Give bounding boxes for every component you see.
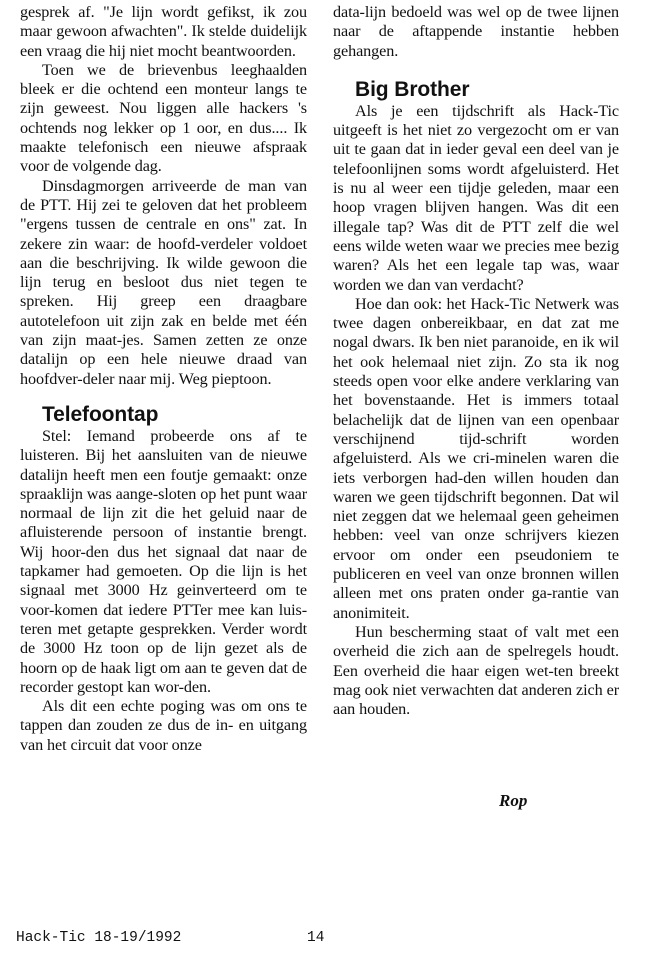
body-paragraph: gesprek af. "Je lijn wordt gefikst, ik zou maar gewoon afwachten". Ik stelde duidelijk een vraag die hij niet mocht beantwoorden. (20, 3, 307, 60)
body-paragraph: Stel: Iemand probeerde ons af te luisteren. Bij het aansluiten van de nieuwe datalijn heeft men een foutje gemaakt: onze spraaklijn was aange-sloten op het punt waar normaal de lijn zit die het geluid naar de afluisterende persoon of instantie brengt. Wij hoor-den dus het signaal dat naar de tapkamer had gemoeten. Op die lijn is het signaal met 3000 Hz geinverteerd om te voor-komen dat iedere PTTer mee kan luis-teren met getapte gesprekken. Verder wordt de 3000 Hz toon op de lijn gezet als de hoorn op de haak ligt om aan te geven dat de recorder gestopt kan wor-den. (20, 426, 307, 696)
body-paragraph: Hoe dan ook: het Hack-Tic Netwerk was twee dagen onbereikbaar, en dat zat me nogal dwars. Ik ben niet paranoide, en ik wil het ook helemaal niet zijn. Zo sta ik nog steeds open voor elke andere verklaring van het bovenstaande. Het is immers totaal belachelijk dat de lijnen van een openbaar verschijnend tijd-schrift worden afgeluisterd. Als we cri-minelen waren die iets verborgen had-den willen houden dan waren we geen tijdschrift begonnen. Dat wil niet zeggen dat we helemaal geen geheimen hebben: veel van onze schrijvers kiezen ervoor om onder een pseudoniem te publiceren en veel van onze bronnen willen alleen met ons praten onder ga-rantie van anonimiteit. (333, 294, 619, 622)
body-paragraph: Toen we de brievenbus leeghaalden bleek er die ochtend een monteur langs te zijn geweest. Nou liggen alle hackers 's ochtends nog lekker op 1 oor, en dus.... Ik maakte telefonisch een nieuwe afspraak voor de volgende dag. (20, 60, 307, 176)
body-paragraph: Hun bescherming staat of valt met een overheid die zich aan de spelregels houdt. Een overheid die haar eigen wet-ten breekt mag ook niet verwachten dat anderen zich er aan houden. (333, 622, 619, 719)
section-heading-telefoontap: Telefoontap (42, 402, 159, 426)
left-column (20, 3, 307, 755)
body-paragraph: Als dit een echte poging was om ons te tappen dan zouden ze dus de in- en uitgang van het circuit dat voor onze (20, 697, 307, 754)
author-signature: Rop (499, 791, 528, 810)
page-number: 14 (307, 930, 325, 946)
section-heading-big-brother: Big Brother (355, 77, 470, 101)
body-paragraph: Als je een tijdschrift als Hack-Tic uitgeeft is het niet zo vergezocht om er van uit te gaan dat in ieder geval een deel van je telefoonlijnen soms wordt afgeluisterd. Het is nu al weer een tijdje geleden, maar een hoop vragen blijven hangen. Was dit een illegale tap? Was dit de PTT zelf die wel eens wilde weten waar we precies mee bezig waren? Als het een legale tap was, waar worden we dan van verdacht? (333, 101, 619, 294)
footer-issue: Hack-Tic 18-19/1992 (16, 930, 182, 946)
body-paragraph: data-lijn bedoeld was wel op de twee lijnen naar de aftappende instantie hebben gehangen. (333, 3, 619, 60)
right-column (333, 3, 619, 719)
body-paragraph: Dinsdagmorgen arriveerde de man van de PTT. Hij zei te geloven dat het probleem "ergens tussen de centrale en ons" zat. In zekere zin waar: de hoofd-verdeler voldoet aan die beschrijving. Ik wilde gewoon die lijn terug en besloot dus niet tegen te spreken. Hij greep een draagbare autotelefoon uit zijn zak en belde met één van zijn maat-jes. Samen zetten ze onze datalijn op een hele nieuwe draad van hoofdver-deler naar mij. Weg pieptoon. (20, 176, 307, 388)
